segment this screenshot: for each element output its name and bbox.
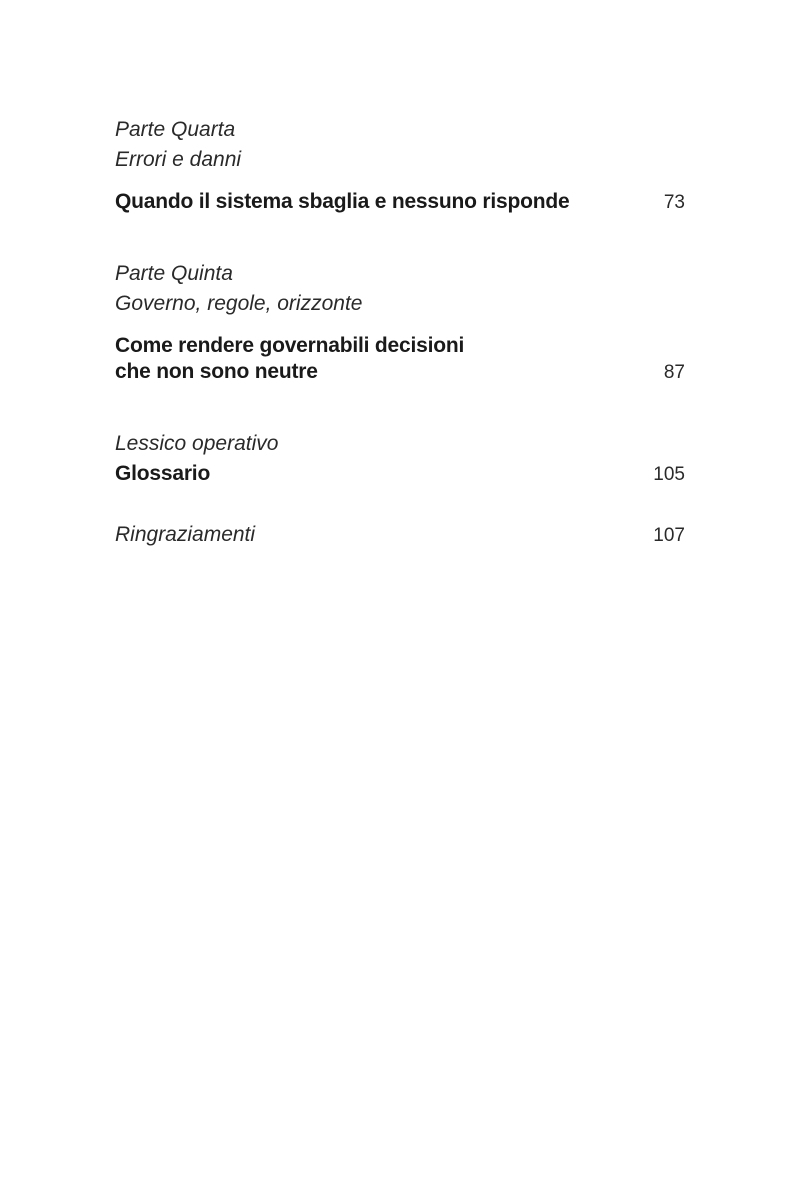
- part4-page-number: 73: [663, 192, 685, 213]
- acknowledgements-title: Ringraziamenti: [115, 523, 256, 546]
- part5-subtitle: Governo, regole, orizzonte: [115, 292, 363, 315]
- part5-chapter-title-line2: che non sono neutre: [115, 360, 318, 383]
- part4-label: Parte Quarta: [115, 118, 236, 141]
- part5-page-number: 87: [663, 362, 685, 383]
- part4-subtitle: Errori e danni: [115, 148, 242, 171]
- part4-chapter-title: Quando il sistema sbaglia e nessuno risponde: [115, 190, 570, 213]
- lexicon-label: Lessico operativo: [115, 432, 279, 455]
- glossary-title: Glossario: [115, 462, 211, 485]
- part5-label: Parte Quinta: [115, 262, 233, 285]
- part5-chapter-title-line1: Come rendere governabili decisioni: [115, 334, 465, 357]
- acknowledgements-page-number: 107: [653, 525, 685, 546]
- glossary-page-number: 105: [653, 464, 685, 485]
